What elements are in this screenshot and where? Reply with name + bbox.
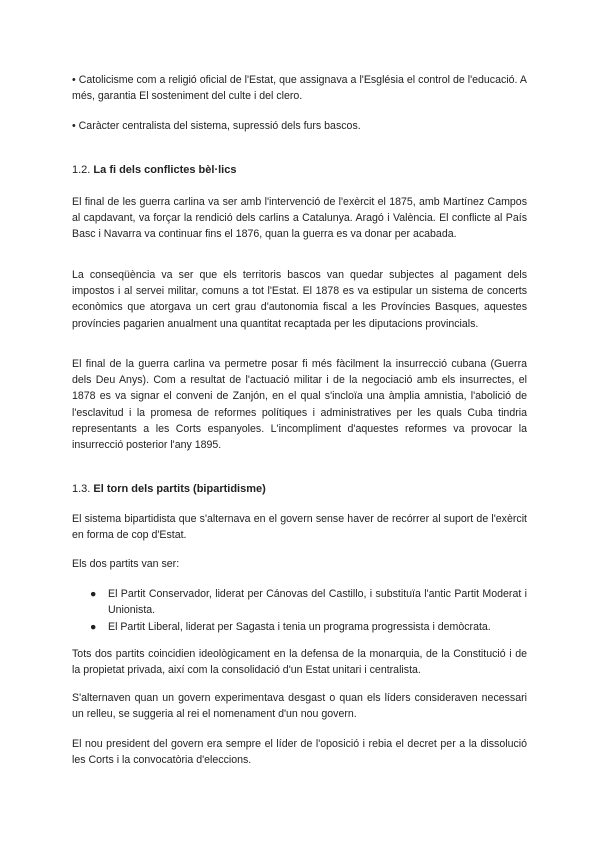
section-heading-1-2 <box>72 162 527 178</box>
list-item <box>72 619 527 635</box>
section-title: El torn dels partits (bipartidisme) <box>93 483 266 495</box>
section-number: 1.2. <box>72 164 91 176</box>
parties-list <box>72 586 527 637</box>
paragraph: S'alternaven quan un govern experimentava desgast o quan els líders consideraven necessari un relleu, se suggeria al rei el nomenament d'un nou govern. <box>72 692 527 721</box>
section-title: La fi dels conflictes bèl·lics <box>93 164 237 176</box>
paragraph: El final de les guerra carlina va ser amb l'intervenció de l'exèrcit el 1875, amb Martínez Campos al capdavant, va forçar la rendició dels carlins a Catalunya. Aragó i València. El conflicte al País Basc i Navarra va continuar fins el 1876, quan la guerra es va donar per acabada. <box>72 196 527 241</box>
bullet-icon: ● <box>90 621 97 634</box>
intro-bullet-catholicism: • Catolicisme com a religió oficial de l'Estat, que assignava a l'Església el control de l'educació. A més, garantia El sosteniment del culte i del clero. <box>72 74 527 103</box>
section-number: 1.3. <box>72 483 91 495</box>
list-item-text: El Partit Liberal, liderat per Sagasta i tenia un programa progressista i demòcrata. <box>108 621 491 634</box>
paragraph: Tots dos partits coincidien ideològicament en la defensa de la monarquia, de la Constitució i de la propietat privada, així com la consolidació d'un Estat unitari i centralista. <box>72 648 527 677</box>
paragraph: La conseqüència va ser que els territoris bascos van quedar subjectes al pagament dels impostos i al servei militar, comuns a tot l'Estat. El 1878 es va estipular un sistema de concerts econòmics que atorgava un cert grau d'autonomia fiscal a les Províncies Basques, aquestes províncies pagarien anualment una quantitat recaptada per les diputacions provincials. <box>72 269 527 330</box>
section-heading-1-3 <box>72 481 527 497</box>
paragraph: El sistema bipartidista que s'alternava en el govern sense haver de recórrer al suport de l'exèrcit en forma de cop d'Estat. <box>72 513 527 542</box>
list-item-text: El Partit Conservador, liderat per Cánovas del Castillo, i substituïa l'antic Partit Moderat i Unionista. <box>108 588 527 617</box>
list-lead: Els dos partits van ser: <box>72 558 180 570</box>
list-item <box>72 586 527 618</box>
paragraph: El nou president del govern era sempre el líder de l'oposició i rebia el decret per a la dissolució les Corts i la convocatòria d'eleccions. <box>72 738 527 767</box>
intro-bullet-centralism: • Caràcter centralista del sistema, supressió dels furs bascos. <box>72 120 361 132</box>
paragraph: El final de la guerra carlina va permetre posar fi més fàcilment la insurrecció cubana (Guerra dels Deu Anys). Com a resultat de l'actuació militar i de la negociació amb els insurrectes, el 1878 es va signar el conveni de Zanjón, en el qual s'incloïa una àmplia amnistia, l'abolició de l'esclavitud i la promesa de reformes polítiques i administratives per les quals Cuba tindria representants a les Corts espanyoles. L'incompliment d'aquestes reformes va provocar la insurrecció posterior l'any 1895. <box>72 358 527 452</box>
bullet-icon: ● <box>90 588 97 600</box>
